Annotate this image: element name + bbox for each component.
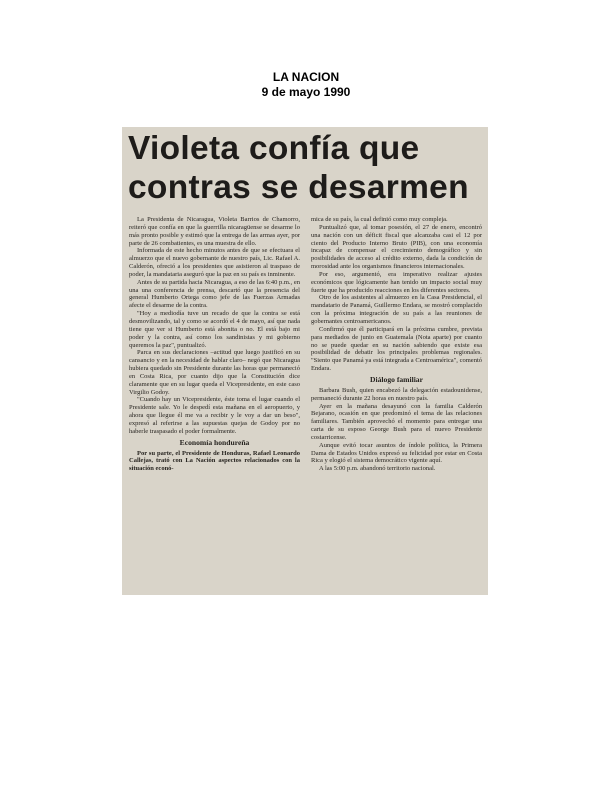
paragraph: Aunque evitó tocar asuntos de índole política, la Primera Dama de Estados Unidos expresó su felicidad por estar en Costa Rica y elogió el sistema democrático vigente aquí. — [311, 441, 482, 465]
article-column-left — [129, 216, 300, 473]
article-headline — [128, 129, 484, 207]
headline-line-1: Violeta confía que — [128, 130, 420, 167]
paragraph: Antes de su partida hacia Nicaragua, a eso de las 6:40 p.m., en una una conferencia de prensa, descartó que la presencia del general Humberto Ortega como jefe de las Fuerzas Armadas afecte el desarme de la contra. — [129, 278, 300, 310]
paragraph: Otro de los asistentes al almuerzo en la Casa Presidencial, el mandatario de Panamá, Guillermo Endara, se mostró complacido con la próxima integración de su país a las reuniones de gobernantes centroamericanos. — [311, 294, 482, 325]
paragraph: A las 5:00 p.m. abandonó territorio nacional. — [319, 465, 436, 473]
paragraph: Informada de este hecho minutos antes de que se efectuara el almuerzo que el nuevo gobernante de nuestro país, Lic. Rafael A. Calderón, ofreció a los presidentes que asistieron al traspaso de poder, la mandataria aseguró que la paz en su país es inminente. — [129, 247, 300, 278]
paragraph: La Presidenta de Nicaragua, Violeta Barrios de Chamorro, reiteró que confía en que la guerrilla nicaragüense se desarme lo más pronto posible y estimó que la entrega de las armas ayer, por parte de 26 combatientes, es una muestra de ello. — [129, 216, 300, 247]
publication-date: 9 de mayo 1990 — [261, 85, 351, 99]
paragraph: Por su parte, el Presidente de Honduras, Rafael Leonardo Callejas, trató con La Nación aspectos relacionados con la situación econó- — [129, 449, 300, 473]
section-subheading: Diálogo familiar — [370, 374, 423, 384]
paragraph: Parca en sus declaraciones –actitud que luego justificó en su cansancio y en la necesidad de hablar claro– negó que Nicaragua hubiera quedado sin Presidente durante las horas que permaneció en Costa Rica, por cuanto dijo que la Constitución dice claramente que en su lugar queda el Vicepresidente, en este caso Virgilio Godoy. — [129, 349, 300, 396]
paragraph: "Cuando hay un Vicepresidente, éste toma el lugar cuando el Presidente sale. Yo le despedí esta mañana en el aeropuerto, y ahora que llegue él me va a recibir y le voy a dar un beso", expresó al referirse a las supuestas quejas de Godoy por no haberle traspasado el poder formalmente. — [129, 396, 300, 435]
publication-name: LA NACION — [272, 70, 340, 84]
headline-line-2: contras se desarmen — [128, 169, 469, 206]
paragraph: Puntualizó que, al tomar posesión, el 27 de enero, encontró una nación con un déficit fiscal que alcanzaba casi el 12 por ciento del Producto Interno Bruto (PIB), con una economía incapaz de compensar el crecimiento demográfico y sin posibilidades de acceso al crédito externo, dada la condición de morosidad ante los organismos financieros internacionales. — [311, 223, 482, 271]
section-subheading: Economía hondureña — [179, 437, 250, 447]
newspaper-clipping — [122, 127, 488, 595]
paragraph: "Hoy a mediodía tuve un recado de que la contra se está desmovilizando, tal y como se acordó el 4 de mayo, así que nada tiene que ver si Humberto está abonita o no. El está bajo mi poder y la contra, así como los sandinistas y mi gobierno queremos la paz", puntualizó. — [129, 310, 300, 349]
paragraph: Confirmó que él participará en la próxima cumbre, prevista para mediados de junio en Guatemala (Nota aparte) por cuanto no se puede quedar en su nación sabiendo que existe esa posibilidad de debatir los principales problemas regionales. "Siento que Panamá ya está integrada a Centroamérica", comentó Endara. — [311, 325, 482, 373]
paragraph: mica de su país, la cual definió como muy compleja. — [311, 216, 448, 223]
document-header — [0, 70, 612, 100]
paragraph: Ayer en la mañana desayunó con la familia Calderón Bejarano, ocasión en que predominó el tema de las relaciones familiares. También aprovechó el momento para entregar una carta de su esposo George Bush para el nuevo Presidente costarricense. — [311, 402, 482, 441]
paragraph: Por eso, argumentó, era imperativo realizar ajustes económicos que lógicamente han tenido un impacto social muy fuerte que ha producido reacciones en los diferentes sectores. — [311, 270, 482, 294]
paragraph: Barbara Bush, quien encabezó la delegación estadounidense, permaneció durante 22 horas en nuestro país. — [311, 386, 482, 402]
article-column-right — [311, 216, 482, 473]
